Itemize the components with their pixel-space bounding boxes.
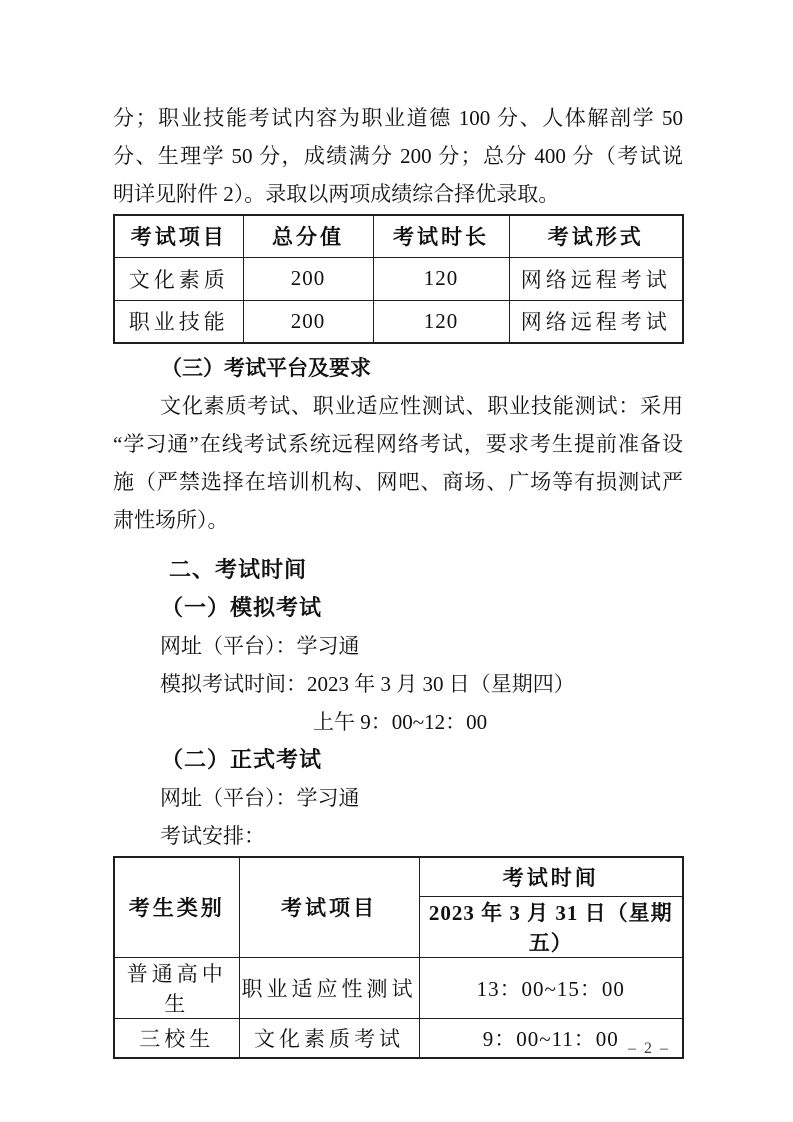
text-line: 明详见附件 2）。录取以两项成绩综合择优录取。 <box>113 182 560 206</box>
cell-duration: 120 <box>373 257 509 300</box>
cell-exam-item: 文化素质考试 <box>239 1018 419 1058</box>
text-line: 文化素质考试、职业适应性测试、职业技能测试：采用 <box>160 394 683 418</box>
page-number: – 2 – <box>628 1040 670 1057</box>
header-exam-form: 考试形式 <box>509 215 683 257</box>
table-header-row <box>114 215 683 257</box>
paragraph-scores <box>113 99 683 213</box>
cell-exam-item: 职业技能 <box>114 300 243 343</box>
mock-exam-platform-line: 网址（平台）：学习通 <box>160 634 360 658</box>
header-total-score: 总分值 <box>243 215 373 257</box>
cell-exam-form: 网络远程考试 <box>509 257 683 300</box>
cell-total-score: 200 <box>243 257 373 300</box>
text-line: 施（严禁选择在培训机构、网吧、商场、广场等有损测试严 <box>113 470 683 494</box>
header-exam-item: 考试项目 <box>114 215 243 257</box>
table-row <box>114 257 683 300</box>
header-duration: 考试时长 <box>373 215 509 257</box>
subsection-heading-formal-exam: （二）正式考试 <box>161 747 323 772</box>
cell-exam-time: 9：00~11：00 <box>419 1018 683 1058</box>
text-line: 分、生理学 50 分，成绩满分 200 分；总分 400 分（考试说 <box>113 144 683 168</box>
header-candidate-category: 考生类别 <box>114 857 239 957</box>
cell-candidate-category: 普通高中生 <box>114 957 239 1018</box>
table-row <box>114 300 683 343</box>
header-exam-time: 考试时间 <box>419 857 683 896</box>
table-row <box>114 1018 683 1058</box>
cell-exam-time: 13：00~15：00 <box>419 957 683 1018</box>
table-header-row <box>114 857 683 896</box>
mock-exam-time-range: 上午 9：00~12：00 <box>313 710 488 734</box>
text-line: 肃性场所）。 <box>113 508 229 532</box>
formal-exam-schedule-label: 考试安排： <box>160 824 265 848</box>
paragraph-platform <box>113 387 683 539</box>
table-row <box>114 957 683 1018</box>
cell-exam-item: 文化素质 <box>114 257 243 300</box>
cell-exam-item: 职业适应性测试 <box>239 957 419 1018</box>
header-exam-item: 考试项目 <box>239 857 419 957</box>
section-heading-platform-requirements: （三）考试平台及要求 <box>161 356 371 380</box>
section-heading-exam-time: 二、考试时间 <box>169 557 308 582</box>
formal-exam-platform-line: 网址（平台）：学习通 <box>160 786 360 810</box>
cell-exam-form: 网络远程考试 <box>509 300 683 343</box>
subsection-heading-mock-exam: （一）模拟考试 <box>161 595 323 620</box>
header-exam-date: 2023 年 3 月 31 日（星期五） <box>419 896 683 957</box>
exam-schedule-table <box>113 856 684 1059</box>
text-line: 分；职业技能考试内容为职业道德 100 分、人体解剖学 50 <box>113 106 683 130</box>
cell-candidate-category: 三校生 <box>114 1018 239 1058</box>
mock-exam-time-line: 模拟考试时间：2023 年 3 月 30 日（星期四） <box>160 672 575 696</box>
cell-total-score: 200 <box>243 300 373 343</box>
exam-items-table <box>113 214 684 344</box>
cell-duration: 120 <box>373 300 509 343</box>
text-line: “学习通”在线考试系统远程网络考试，要求考生提前准备设 <box>113 432 683 456</box>
